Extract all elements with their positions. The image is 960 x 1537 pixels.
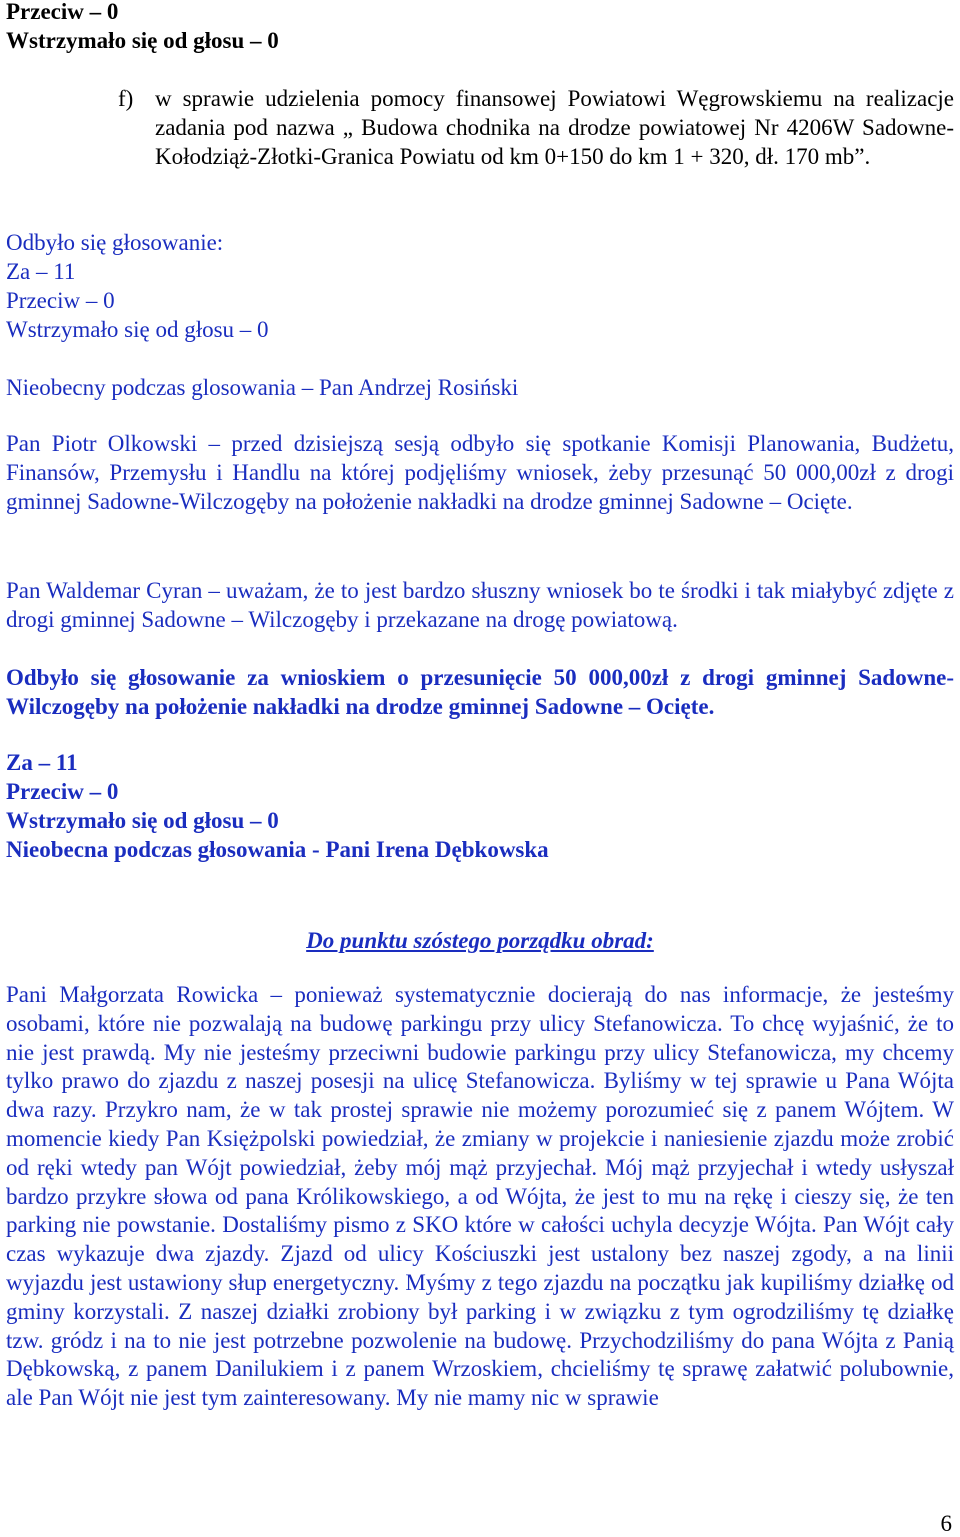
item-text: w sprawie udzielenia pomocy finansowej Powiatowi Węgrowskiemu na realizacje zadania pod nazwa „ Budowa chodnika na drodze powiatowej Nr 4206W Sadowne-Kołodziąż-Złotki-Granica Powiatu od km 0+150 do km 1 + 320, dł. 170 mb”. — [155, 86, 954, 169]
paragraph-rowicka: Pani Małgorzata Rowicka – ponieważ systematycznie docierają do nas informacje, że jesteśmy osobami, które nie pozwalają na budowę parkingu przy ulicy Stefanowicza. To chcę wyjaśnić, że to nie jest prawdą. My nie jesteśmy przeciwni budowie parkingu przy ulicy Stefanowicza, my chcemy tylko prawo do zjazdu z naszej posesji na ulicę Stefanowicza. Byliśmy w tej sprawie u Pana Wójta dwa razy. Przykro nam, że w tak prostej sprawie nie możemy porozumieć się z panem Wójtem. W momencie kiedy Pan Księżpolski powiedział, że zmiany w projekcie i naniesienie zjazdu może zrobić od ręki wtedy pan Wójt powiedział, żeby mój mąż przyjechał. Mój mąż przyjechał i wtedy usłyszał bardzo przykre słowa od pana Królikowskiego, a od Wójta, że jest to mu na rękę i cieszy się, że ten parking nie powstanie. Dostaliśmy pismo z SKO które w całości uchyla decyzje Wójta. Pan Wójt cały czas wykazuje dwa zjazdy. Zjazd od ulicy Kościuszki jest ustalony bez naszej zgody, a na linii wyjazdu jest ustawiony słup energetyczny. Myśmy z tego zjazdu na początku jak kupiliśmy działkę od gminy korzystali. Z naszej działki zrobiony był parking i w związku z tym ogrodziliśmy tę działkę tzw. gródz i na to nie jest potrzebne pozwolenie na budowę. Przychodziliśmy do pana Wójta z Panią Dębkowską, z panem Danilukiem i z panem Wrzoskiem, chcieliśmy tę sprawę załatwić polubownie, ale Pan Wójt nie jest tym zainteresowany. My nie mamy nic w sprawie — [6, 982, 954, 1411]
paragraph-cyran: Pan Waldemar Cyran – uważam, że to jest bardzo słuszny wniosek bo te środki i tak miałybyć zdjęte z drogi gminnej Sadowne – Wilczogęby i przekazane na drogę powiatową. — [6, 578, 954, 632]
vote-abstain: Wstrzymało się od głosu – 0 — [6, 317, 269, 342]
top-vote-against: Przeciw – 0 — [6, 0, 119, 24]
paragraph-olkowski: Pan Piotr Olkowski – przed dzisiejszą sesją odbyło się spotkanie Komisji Planowania, Budżetu, Finansów, Przemysłu i Handlu na której podjęliśmy wniosek, żeby przesunąć 50 000,00zł z drogi gminnej Sadowne-Wilczogęby na położenie nakładki na drodze gminnej Sadowne – Ocięte. — [6, 431, 954, 514]
motion-vote-header: Odbyło się głosowanie za wnioskiem o przesunięcie 50 000,00zł z drogi gminnej Sadowne-Wilczogęby na położenie nakładki na drodze gminnej Sadowne – Ocięte. — [6, 665, 954, 719]
resolution-item-f — [118, 84, 954, 171]
vote-header: Odbyło się głosowanie: — [6, 230, 224, 255]
absent-note: Nieobecny podczas glosowania – Pan Andrzej Rosiński — [6, 375, 519, 400]
motion-vote-against: Przeciw – 0 — [6, 779, 119, 804]
item-label: f) — [118, 86, 134, 111]
vote-against: Przeciw – 0 — [6, 288, 115, 313]
motion-vote-absent: Nieobecna podczas głosowania - Pani Irena Dębkowska — [6, 837, 549, 862]
section-heading: Do punktu szóstego porządku obrad: — [306, 928, 654, 953]
vote-for: Za – 11 — [6, 259, 76, 284]
top-vote-abstain: Wstrzymało się od głosu – 0 — [6, 28, 279, 53]
motion-vote-for: Za – 11 — [6, 750, 78, 775]
page-number: 6 — [940, 1511, 952, 1536]
motion-vote-abstain: Wstrzymało się od głosu – 0 — [6, 808, 279, 833]
